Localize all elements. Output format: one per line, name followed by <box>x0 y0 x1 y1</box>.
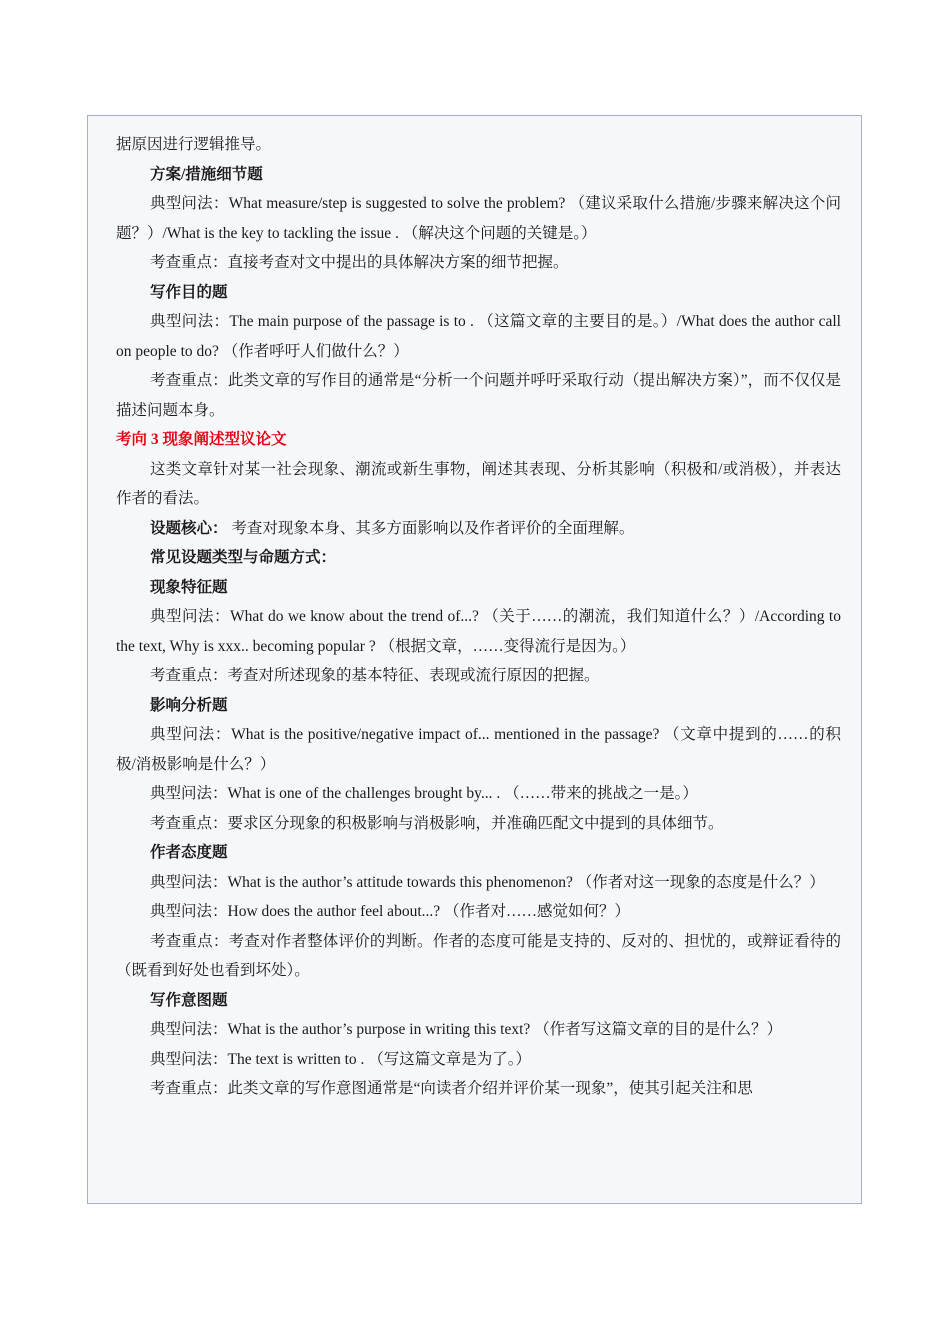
paragraph: 考查重点：直接考查对文中提出的具体解决方案的细节把握。 <box>150 254 569 271</box>
paragraph: 这类文章针对某一社会现象、潮流或新生事物，阐述其表现、分析其影响（积极和/或消极），并表达作者的看法。 <box>116 460 841 507</box>
section-heading: 方案/措施细节题 <box>150 165 263 183</box>
document-body <box>116 130 841 1104</box>
label-text: 考查对现象本身、其多方面影响以及作者评价的全面理解。 <box>227 519 635 537</box>
paragraph: 考查重点：此类文章的写作目的通常是“分析一个问题并呼吁采取行动（提出解决方案）”，而不仅仅是描述问题本身。 <box>116 372 841 419</box>
paragraph: 考查重点：考查对所述现象的基本特征、表现或流行原因的把握。 <box>150 667 600 684</box>
paragraph: 考查重点：要求区分现象的积极影响与消极影响，并准确匹配文中提到的具体细节。 <box>150 814 724 832</box>
bold-label: 设题核心： <box>150 519 228 537</box>
section-heading: 现象特征题 <box>150 578 228 596</box>
red-heading: 考向 3 现象阐述型议论文 <box>116 431 287 448</box>
paragraph: 典型问法：What is the positive/negative impact of... mentioned in the passage? （文章中提到的……的积极/消极影响是什么？） <box>116 726 841 773</box>
paragraph: 典型问法：The text is written to . （写这篇文章是为了。） <box>150 1050 532 1068</box>
section-heading: 写作意图题 <box>150 991 228 1009</box>
paragraph: 典型问法：What is the author’s attitude towards this phenomenon? （作者对这一现象的态度是什么？） <box>150 873 825 891</box>
content-box <box>87 115 862 1204</box>
section-heading: 作者态度题 <box>150 844 228 861</box>
paragraph: 典型问法：What is one of the challenges brought by... . （……带来的挑战之一是。） <box>150 785 698 802</box>
section-heading: 写作目的题 <box>150 283 228 301</box>
paragraph: 典型问法：The main purpose of the passage is to . （这篇文章的主要目的是。）/What does the author call on people to do? （作者呼吁人们做什么？） <box>116 313 841 360</box>
paragraph: 典型问法：What do we know about the trend of...? （关于……的潮流，我们知道什么？）/According to the text, Why is xxx.. becoming popular ? （根据文章，……变得流行是因为。） <box>116 608 841 655</box>
section-heading: 影响分析题 <box>150 696 228 714</box>
paragraph: 典型问法：What is the author’s purpose in writing this text? （作者写这篇文章的目的是什么？） <box>150 1021 783 1038</box>
paragraph: 典型问法：What measure/step is suggested to solve the problem? （建议采取什么措施/步骤来解决这个问题？）/What is the key to tackling the issue . （解决这个问题的关键是。） <box>116 195 841 242</box>
section-heading: 常见设题类型与命题方式： <box>150 549 337 566</box>
paragraph: 考查重点：此类文章的写作意图通常是“向读者介绍并评价某一现象”，使其引起关注和思 <box>150 1080 753 1097</box>
paragraph: 据原因进行逻辑推导。 <box>116 136 272 153</box>
label-paragraph <box>116 514 841 544</box>
paragraph: 考查重点：考查对作者整体评价的判断。作者的态度可能是支持的、反对的、担忧的，或辩证看待的（既看到好处也看到坏处）。 <box>116 932 841 979</box>
paragraph: 典型问法：How does the author feel about...? （作者对……感觉如何？） <box>150 903 631 920</box>
